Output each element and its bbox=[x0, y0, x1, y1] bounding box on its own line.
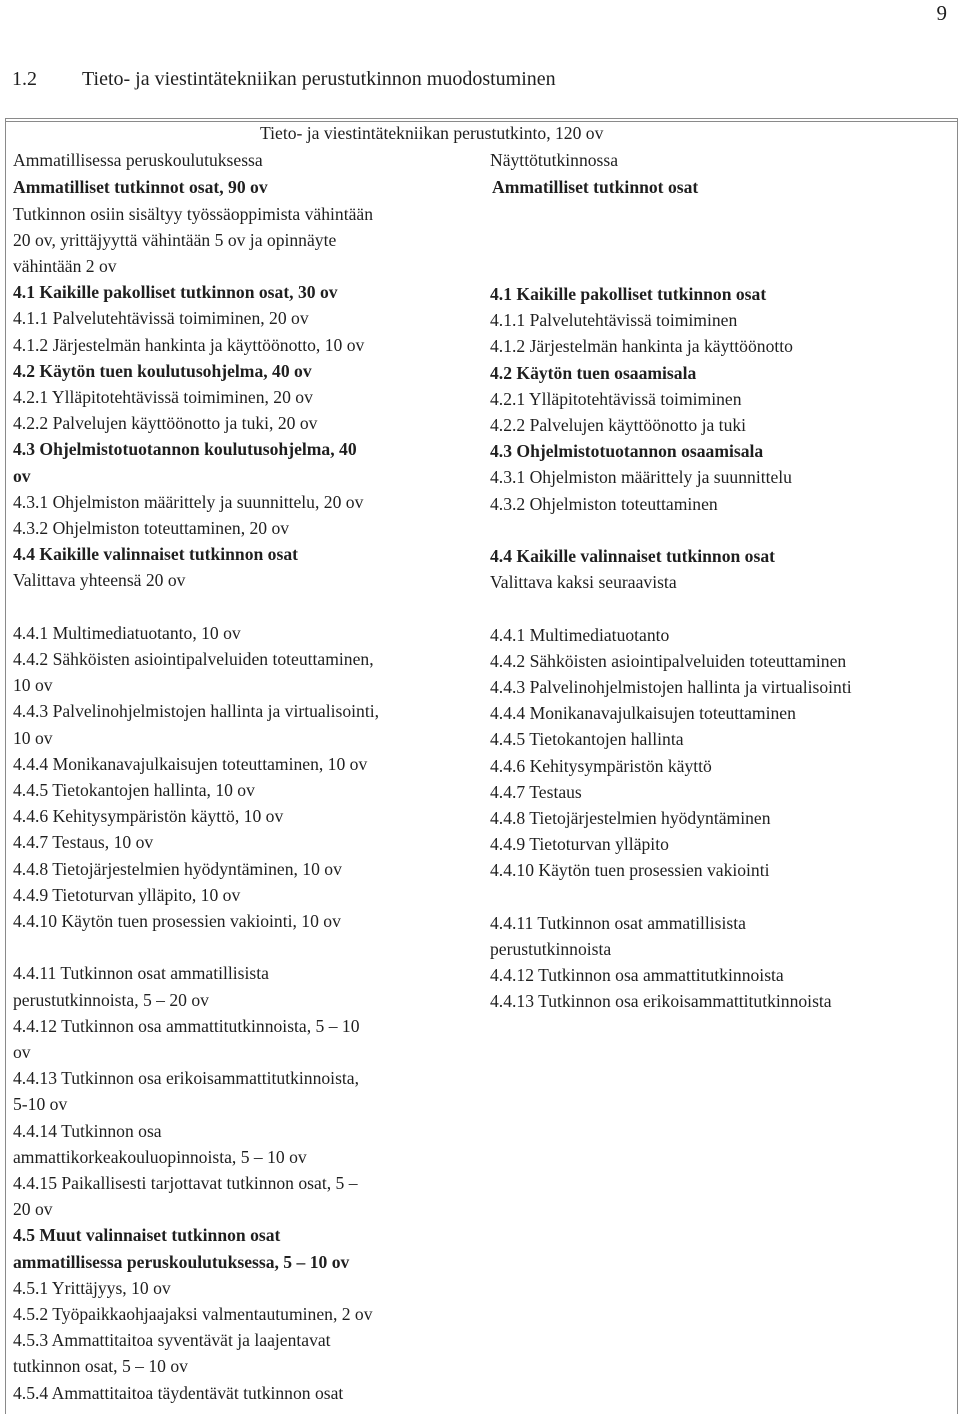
left-line: ov bbox=[13, 1041, 31, 1062]
left-line: ammatillisessa peruskoulutuksessa, 5 – 10 ov bbox=[13, 1251, 350, 1272]
left-line: 4.4.11 Tutkinnon osat ammatillisista bbox=[13, 963, 269, 984]
right-line: 4.4.8 Tietojärjestelmien hyödyntäminen bbox=[490, 808, 771, 828]
left-line: 4.4.3 Palvelinohjelmistojen hallinta ja virtualisointi, bbox=[13, 701, 379, 722]
left-line: Tutkinnon osiin sisältyy työssäoppimista vähintään bbox=[13, 203, 374, 224]
right-line: 4.2.1 Ylläpitotehtävissä toimiminen bbox=[490, 388, 742, 409]
right-line: 4.2.2 Palvelujen käyttöönotto ja tuki bbox=[490, 415, 747, 435]
table-title: Tieto- ja viestintätekniikan perustutkinto, 120 ov bbox=[260, 123, 604, 143]
right-line: 4.4.11 Tutkinnon osat ammatillisista bbox=[490, 912, 746, 933]
right-line: Valittava kaksi seuraavista bbox=[490, 572, 677, 593]
section-number: 1.2 bbox=[12, 68, 37, 90]
left-line: 4.5.3 Ammattitaitoa syventävät ja laajentavat bbox=[13, 1330, 331, 1351]
left-line: 4.4.5 Tietokantojen hallinta, 10 ov bbox=[13, 779, 255, 800]
left-line: 4.4.14 Tutkinnon osa bbox=[13, 1120, 162, 1141]
left-line: 4.3 Ohjelmistotuotannon koulutusohjelma, 40 bbox=[13, 439, 357, 460]
left-line: ammattikorkeakouluopinnoista, 5 – 10 ov bbox=[13, 1146, 307, 1167]
right-line: 4.3 Ohjelmistotuotannon osaamisala bbox=[490, 441, 764, 462]
right-line: 4.4.4 Monikanavajulkaisujen toteuttaminen bbox=[490, 703, 796, 724]
left-line: 4.2.2 Palvelujen käyttöönotto ja tuki, 20 ov bbox=[13, 413, 318, 434]
right-line: 4.4 Kaikille valinnaiset tutkinnon osat bbox=[490, 546, 775, 566]
left-line: 4.4.6 Kehitysympäristön käyttö, 10 ov bbox=[13, 806, 284, 827]
left-line: 20 ov, yrittäjyyttä vähintään 5 ov ja opinnäyte bbox=[13, 229, 337, 250]
left-line: 4.1 Kaikille pakolliset tutkinnon osat, 30 ov bbox=[13, 282, 338, 303]
left-line: 5-10 ov bbox=[13, 1094, 68, 1115]
left-line: 4.1.1 Palvelutehtävissä toimiminen, 20 ov bbox=[13, 308, 309, 329]
left-line: 4.4.4 Monikanavajulkaisujen toteuttaminen, 10 ov bbox=[13, 753, 368, 774]
left-column-subheader: Ammatilliset tutkinnot osat, 90 ov bbox=[13, 177, 268, 197]
left-line: ov bbox=[13, 465, 31, 486]
left-line: perustutkinnoista, 5 – 20 ov bbox=[13, 989, 209, 1010]
left-line: 4.4.12 Tutkinnon osa ammattitutkinnoista, 5 – 10 bbox=[13, 1015, 360, 1036]
section-heading bbox=[12, 66, 556, 92]
right-column-subheader: Ammatilliset tutkinnot osat bbox=[492, 177, 699, 197]
right-line: 4.4.1 Multimediatuotanto bbox=[490, 624, 670, 645]
right-line: 4.4.12 Tutkinnon osa ammattitutkinnoista bbox=[490, 965, 784, 986]
left-line: 4.4.13 Tutkinnon osa erikoisammattitutkinnoista, bbox=[13, 1068, 360, 1089]
right-line: 4.4.9 Tietoturvan ylläpito bbox=[490, 834, 669, 855]
left-line: 4.4 Kaikille valinnaiset tutkinnon osat bbox=[13, 544, 298, 565]
left-line: 4.3.1 Ohjelmiston määrittely ja suunnittelu, 20 ov bbox=[13, 491, 364, 512]
right-line: 4.2 Käytön tuen osaamisala bbox=[490, 362, 697, 383]
right-line: 4.1.1 Palvelutehtävissä toimiminen bbox=[490, 310, 738, 331]
left-line: 4.4.15 Paikallisesti tarjottavat tutkinnon osat, 5 – bbox=[13, 1172, 358, 1193]
right-line: 4.4.6 Kehitysympäristön käyttö bbox=[490, 755, 712, 776]
left-line: 4.4.1 Multimediatuotanto, 10 ov bbox=[13, 622, 241, 643]
left-line: 4.3.2 Ohjelmiston toteuttaminen, 20 ov bbox=[13, 517, 290, 538]
left-line: 4.4.8 Tietojärjestelmien hyödyntäminen, 10 ov bbox=[13, 858, 342, 879]
left-line: 4.4.10 Käytön tuen prosessien vakiointi, 10 ov bbox=[13, 910, 341, 931]
section-title: Tieto- ja viestintätekniikan perustutkinnon muodostuminen bbox=[82, 68, 556, 90]
left-line: 4.4.2 Sähköisten asiointipalveluiden toteuttaminen, bbox=[13, 648, 374, 669]
left-line: 4.5.2 Työpaikkaohjaajaksi valmentautuminen, 2 ov bbox=[13, 1303, 373, 1324]
left-line: 4.4.7 Testaus, 10 ov bbox=[13, 832, 154, 853]
left-line: 4.2.1 Ylläpitotehtävissä toimiminen, 20 ov bbox=[13, 386, 313, 407]
right-line: 4.4.10 Käytön tuen prosessien vakiointi bbox=[490, 860, 770, 881]
left-line: 20 ov bbox=[13, 1199, 53, 1220]
right-line: 4.3.1 Ohjelmiston määrittely ja suunnittelu bbox=[490, 467, 792, 488]
right-line: 4.4.5 Tietokantojen hallinta bbox=[490, 729, 684, 750]
left-line: 10 ov bbox=[13, 675, 53, 696]
right-line: 4.4.13 Tutkinnon osa erikoisammattitutkinnoista bbox=[490, 991, 832, 1012]
left-line: 4.5 Muut valinnaiset tutkinnon osat bbox=[13, 1225, 281, 1246]
left-column-header: Ammatillisessa peruskoulutuksessa bbox=[13, 150, 263, 170]
left-line: Valittava yhteensä 20 ov bbox=[13, 570, 186, 591]
right-line: 4.4.2 Sähköisten asiointipalveluiden toteuttaminen bbox=[490, 650, 847, 671]
left-line: 4.4.9 Tietoturvan ylläpito, 10 ov bbox=[13, 884, 241, 905]
left-line: vähintään 2 ov bbox=[13, 255, 117, 276]
left-line: 4.1.2 Järjestelmän hankinta ja käyttöönotto, 10 ov bbox=[13, 334, 365, 355]
right-line: 4.1 Kaikille pakolliset tutkinnon osat bbox=[490, 284, 767, 304]
left-line: 4.2 Käytön tuen koulutusohjelma, 40 ov bbox=[13, 360, 312, 381]
right-line: 4.4.3 Palvelinohjelmistojen hallinta ja virtualisointi bbox=[490, 677, 852, 697]
right-line: 4.1.2 Järjestelmän hankinta ja käyttöönotto bbox=[490, 336, 793, 357]
left-line: 10 ov bbox=[13, 727, 53, 748]
right-line: 4.4.7 Testaus bbox=[490, 781, 582, 802]
left-line: tutkinnon osat, 5 – 10 ov bbox=[13, 1356, 188, 1377]
right-column-header: Näyttötutkinnossa bbox=[490, 150, 619, 170]
page-number: 9 bbox=[936, 1, 947, 25]
right-line: perustutkinnoista bbox=[490, 939, 612, 959]
right-line: 4.3.2 Ohjelmiston toteuttaminen bbox=[490, 493, 718, 514]
left-line: 4.5.4 Ammattitaitoa täydentävät tutkinnon osat bbox=[13, 1382, 344, 1403]
left-line: 4.5.1 Yrittäjyys, 10 ov bbox=[13, 1277, 171, 1298]
